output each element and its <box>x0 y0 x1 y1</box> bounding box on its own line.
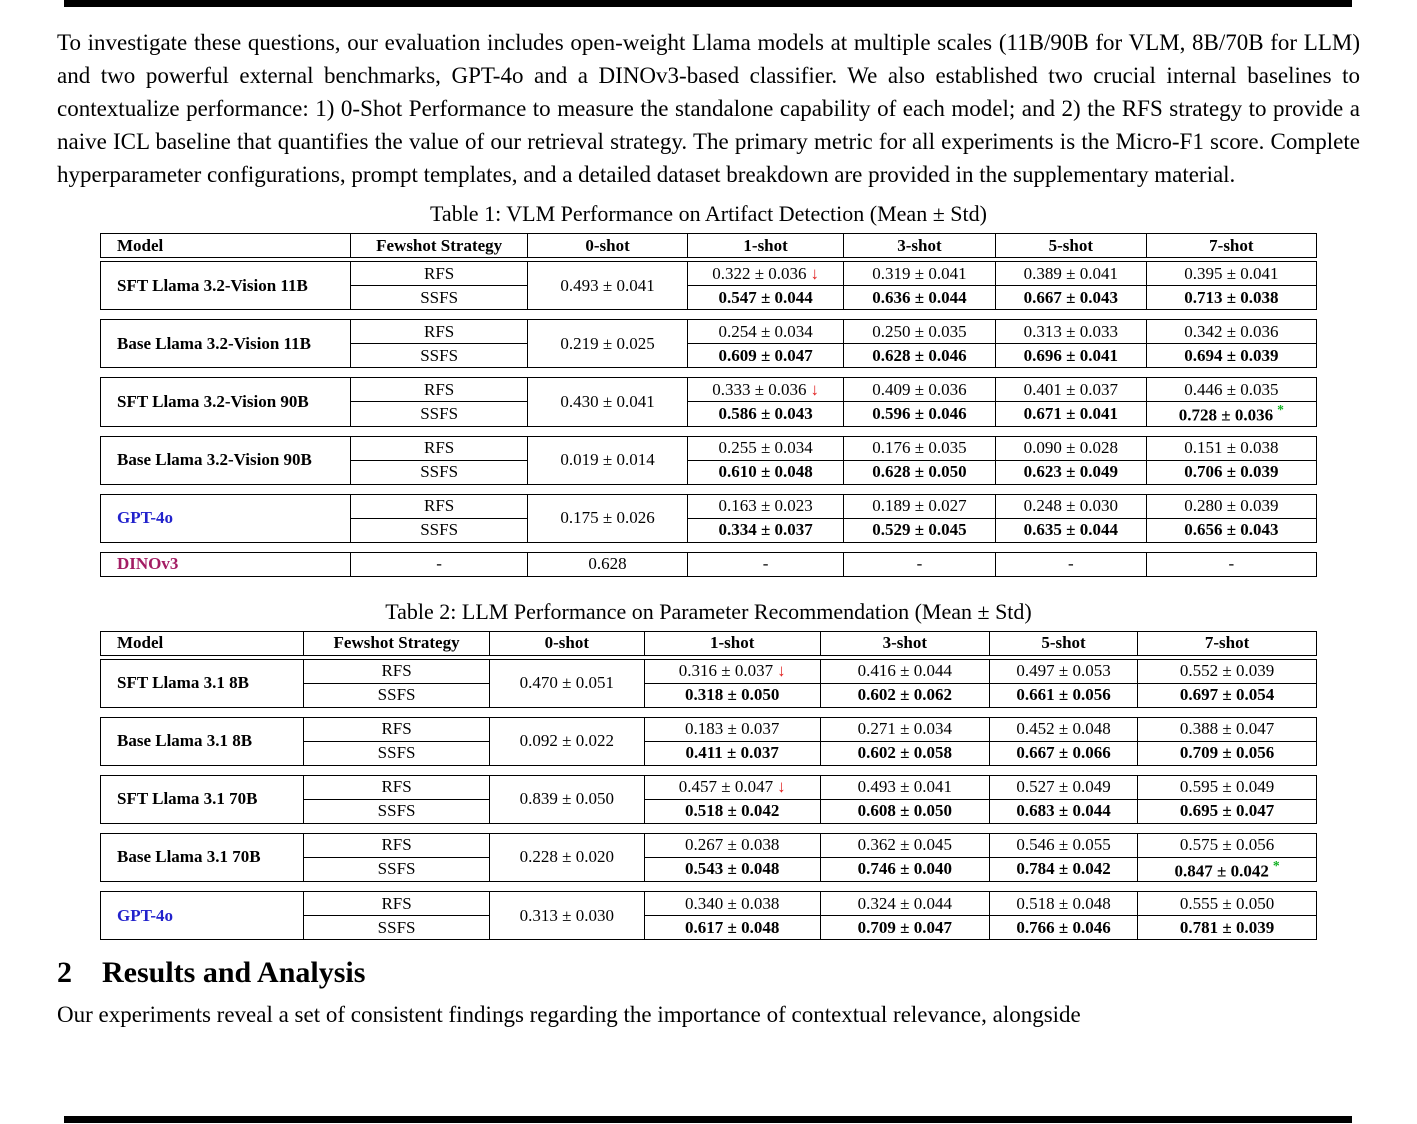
strategy-label: SSFS <box>304 799 490 823</box>
metric-value: 0.784 ± 0.042 <box>1016 859 1111 879</box>
column-header: 5-shot <box>995 234 1146 258</box>
metric-value: 0.847 ± 0.042 <box>1174 861 1269 881</box>
metric-value: 0.313 ± 0.033 <box>1023 321 1118 341</box>
model-name: Base Llama 3.2-Vision 11B <box>101 320 351 368</box>
metric-value: 0.254 ± 0.034 <box>718 321 813 341</box>
result-cell <box>995 436 1146 460</box>
strategy-label: - <box>351 552 527 576</box>
result-cell <box>843 552 995 576</box>
metric-value: 0.395 ± 0.041 <box>1184 263 1279 283</box>
clipped-text-top-bar <box>64 0 1352 7</box>
strategy-label: RFS <box>304 775 490 799</box>
model-name: SFT Llama 3.2-Vision 11B <box>101 262 351 310</box>
result-cell <box>688 262 844 286</box>
metric-value: 0.746 ± 0.040 <box>857 859 953 879</box>
result-cell <box>688 518 844 542</box>
result-cell <box>1138 741 1317 765</box>
table2-caption: Table 2: LLM Performance on Parameter Recommendation (Mean ± Std) <box>385 598 1032 624</box>
metric-value: 0.446 ± 0.035 <box>1184 379 1279 399</box>
result-cell <box>843 286 995 310</box>
metric-value: 0.547 ± 0.044 <box>718 287 813 307</box>
metric-value: 0.318 ± 0.050 <box>685 685 780 705</box>
result-cell <box>995 320 1146 344</box>
metric-value: 0.697 ± 0.054 <box>1179 685 1275 705</box>
zero-shot-value: 0.092 ± 0.022 <box>490 717 644 765</box>
strategy-label: RFS <box>304 833 490 857</box>
metric-value: - <box>1067 554 1074 574</box>
result-cell <box>644 717 820 741</box>
metric-value: - <box>916 554 923 574</box>
strategy-label: RFS <box>304 717 490 741</box>
result-cell <box>989 659 1137 683</box>
result-cell <box>1138 857 1317 882</box>
result-cell <box>1138 775 1317 799</box>
model-group <box>100 436 1317 485</box>
result-cell <box>644 741 820 765</box>
strategy-label: SSFS <box>351 344 527 368</box>
metric-value: 0.189 ± 0.027 <box>872 496 967 516</box>
metric-value: 0.340 ± 0.038 <box>685 893 780 913</box>
result-cell <box>1146 286 1316 310</box>
metric-value: 0.267 ± 0.038 <box>685 835 780 855</box>
model-name: SFT Llama 3.1 70B <box>101 775 304 823</box>
star-icon: * <box>1277 402 1284 417</box>
metric-value: 0.696 ± 0.041 <box>1023 345 1118 365</box>
metric-value: 0.316 ± 0.037 <box>678 661 774 681</box>
result-cell <box>989 799 1137 823</box>
metric-value: 0.575 ± 0.056 <box>1179 835 1275 855</box>
zero-shot-value: 0.470 ± 0.051 <box>490 659 644 707</box>
metric-value: 0.319 ± 0.041 <box>872 263 967 283</box>
strategy-label: RFS <box>351 320 527 344</box>
metric-value: 0.457 ± 0.047 <box>678 777 774 797</box>
table2-header-row <box>100 631 1317 656</box>
strategy-label: SSFS <box>351 460 527 484</box>
result-cell <box>989 916 1137 940</box>
result-cell <box>820 775 989 799</box>
model-group <box>100 319 1317 368</box>
metric-value: 0.706 ± 0.039 <box>1184 462 1279 482</box>
result-cell <box>989 741 1137 765</box>
column-header: 1-shot <box>688 234 844 258</box>
zero-shot-value: 0.219 ± 0.025 <box>527 320 688 368</box>
result-cell <box>843 460 995 484</box>
strategy-label: SSFS <box>351 518 527 542</box>
result-cell <box>688 402 844 427</box>
model-name: SFT Llama 3.2-Vision 90B <box>101 378 351 427</box>
zero-shot-value: 0.019 ± 0.014 <box>527 436 688 484</box>
strategy-label: RFS <box>351 262 527 286</box>
result-cell <box>1146 436 1316 460</box>
down-arrow-icon: ↓ <box>777 661 786 681</box>
metric-value: 0.628 ± 0.050 <box>872 462 967 482</box>
column-header: 0-shot <box>527 234 688 258</box>
metric-value: 0.661 ± 0.056 <box>1016 685 1111 705</box>
result-cell <box>1146 460 1316 484</box>
result-cell <box>843 436 995 460</box>
result-cell <box>820 799 989 823</box>
model-group <box>100 775 1317 824</box>
model-group <box>100 494 1317 543</box>
metric-value: 0.555 ± 0.050 <box>1179 893 1275 913</box>
metric-value: 0.280 ± 0.039 <box>1184 496 1279 516</box>
result-cell <box>820 916 989 940</box>
model-name: GPT-4o <box>101 494 351 542</box>
metric-value: 0.409 ± 0.036 <box>872 379 967 399</box>
result-cell <box>995 552 1146 576</box>
metric-value: 0.362 ± 0.045 <box>857 835 953 855</box>
result-cell <box>688 320 844 344</box>
model-group <box>100 377 1317 427</box>
strategy-label: SSFS <box>304 857 490 882</box>
result-cell <box>989 683 1137 707</box>
result-cell <box>995 518 1146 542</box>
metric-value: 0.667 ± 0.066 <box>1016 743 1111 763</box>
result-cell <box>644 659 820 683</box>
result-cell <box>644 775 820 799</box>
strategy-label: RFS <box>304 892 490 916</box>
result-cell <box>820 717 989 741</box>
metric-value: 0.628 ± 0.046 <box>872 345 967 365</box>
metric-value: 0.543 ± 0.048 <box>685 859 780 879</box>
down-arrow-icon: ↓ <box>810 379 820 399</box>
metric-value: 0.151 ± 0.038 <box>1184 438 1279 458</box>
result-cell <box>843 402 995 427</box>
column-header: Fewshot Strategy <box>351 234 527 258</box>
vlm-results-table <box>100 233 1317 577</box>
result-cell <box>1146 320 1316 344</box>
model-group <box>100 717 1317 766</box>
column-header: 7-shot <box>1146 234 1316 258</box>
metric-value: 0.636 ± 0.044 <box>872 287 967 307</box>
column-header: Model <box>101 631 304 655</box>
metric-value: 0.617 ± 0.048 <box>685 917 780 937</box>
result-cell <box>1138 833 1317 857</box>
result-cell <box>1146 378 1316 402</box>
metric-value: 0.695 ± 0.047 <box>1179 801 1275 821</box>
down-arrow-icon: ↓ <box>810 263 820 283</box>
metric-value: 0.656 ± 0.043 <box>1184 520 1279 540</box>
metric-value: 0.416 ± 0.044 <box>857 661 953 681</box>
metric-value: 0.518 ± 0.042 <box>685 801 780 821</box>
metric-value: 0.163 ± 0.023 <box>718 496 813 516</box>
result-cell <box>644 916 820 940</box>
zero-shot-value: 0.228 ± 0.020 <box>490 833 644 882</box>
result-cell <box>820 659 989 683</box>
column-header: 3-shot <box>843 234 995 258</box>
table1-header-row <box>100 233 1317 258</box>
metric-value: 0.609 ± 0.047 <box>718 345 813 365</box>
result-cell <box>688 436 844 460</box>
result-cell <box>688 378 844 402</box>
metric-value: 0.602 ± 0.058 <box>857 743 953 763</box>
zero-shot-value: 0.628 <box>527 552 688 576</box>
metric-value: 0.709 ± 0.047 <box>857 917 953 937</box>
metric-value: 0.610 ± 0.048 <box>718 462 813 482</box>
metric-value: 0.527 ± 0.049 <box>1016 777 1111 797</box>
model-group <box>100 261 1317 310</box>
down-arrow-icon: ↓ <box>777 777 786 797</box>
strategy-label: RFS <box>351 494 527 518</box>
result-cell <box>843 262 995 286</box>
model-group <box>100 552 1317 577</box>
result-cell <box>989 857 1137 882</box>
metric-value: 0.596 ± 0.046 <box>872 403 967 423</box>
result-cell <box>1138 892 1317 916</box>
metric-value: 0.608 ± 0.050 <box>857 801 953 821</box>
model-group <box>100 833 1317 883</box>
metric-value: 0.694 ± 0.039 <box>1184 345 1279 365</box>
result-cell <box>995 460 1146 484</box>
metric-value: 0.683 ± 0.044 <box>1016 801 1111 821</box>
metric-value: 0.322 ± 0.036 <box>712 263 807 283</box>
model-group <box>100 891 1317 940</box>
metric-value: 0.546 ± 0.055 <box>1016 835 1111 855</box>
result-cell <box>843 518 995 542</box>
strategy-label: RFS <box>351 378 527 402</box>
metric-value: 0.411 ± 0.037 <box>685 743 779 763</box>
result-cell <box>995 494 1146 518</box>
strategy-label: SSFS <box>351 286 527 310</box>
column-header: Model <box>101 234 351 258</box>
metric-value: 0.452 ± 0.048 <box>1016 719 1111 739</box>
metric-value: 0.248 ± 0.030 <box>1023 496 1118 516</box>
result-cell <box>688 286 844 310</box>
result-cell <box>989 717 1137 741</box>
result-cell <box>989 775 1137 799</box>
model-name: DINOv3 <box>101 552 351 576</box>
metric-value: 0.671 ± 0.041 <box>1023 403 1118 423</box>
result-cell <box>1138 659 1317 683</box>
metric-value: - <box>762 554 769 574</box>
result-cell <box>644 833 820 857</box>
metric-value: 0.250 ± 0.035 <box>872 321 967 341</box>
metric-value: 0.713 ± 0.038 <box>1184 287 1279 307</box>
metric-value: 0.389 ± 0.041 <box>1023 263 1118 283</box>
metric-value: 0.334 ± 0.037 <box>718 520 813 540</box>
result-cell <box>843 344 995 368</box>
column-header: 1-shot <box>644 631 820 655</box>
result-cell <box>843 320 995 344</box>
result-cell <box>820 892 989 916</box>
zero-shot-value: 0.493 ± 0.041 <box>527 262 688 310</box>
metric-value: 0.781 ± 0.039 <box>1179 917 1275 937</box>
metric-value: 0.766 ± 0.046 <box>1016 917 1111 937</box>
model-name: Base Llama 3.1 70B <box>101 833 304 882</box>
result-cell <box>1146 552 1316 576</box>
metric-value: 0.271 ± 0.034 <box>857 719 953 739</box>
result-cell <box>995 286 1146 310</box>
column-header: 3-shot <box>820 631 989 655</box>
zero-shot-value: 0.175 ± 0.026 <box>527 494 688 542</box>
model-group <box>100 659 1317 708</box>
metric-value: 0.333 ± 0.036 <box>712 379 807 399</box>
metric-value: 0.586 ± 0.043 <box>718 403 813 423</box>
intro-paragraph: To investigate these questions, our evaluation includes open-weight Llama models at multiple scales (11B/90B for VLM, 8B/70B for LLM) and two powerful external benchmarks, GPT-4o and a DINOv3-based classifier. We also established two crucial internal baselines to contextualize performance: 1) 0-Shot Performance to measure the standalone capability of each model; and 2) the RFS strategy to provide a naive ICL baseline that quantifies the value of our retrieval strategy. The primary metric for all experiments is the Micro-F1 score. Complete hyperparameter configurations, prompt templates, and a detailed dataset breakdown are provided in the supplementary material. <box>57 30 1360 187</box>
zero-shot-value: 0.839 ± 0.050 <box>490 775 644 823</box>
metric-value: 0.667 ± 0.043 <box>1023 287 1118 307</box>
strategy-label: SSFS <box>304 683 490 707</box>
metric-value: 0.090 ± 0.028 <box>1023 438 1118 458</box>
metric-value: 0.728 ± 0.036 <box>1178 405 1274 425</box>
result-cell <box>995 262 1146 286</box>
model-name: Base Llama 3.1 8B <box>101 717 304 765</box>
strategy-label: SSFS <box>304 916 490 940</box>
result-cell <box>989 833 1137 857</box>
result-cell <box>1138 683 1317 707</box>
section-heading <box>57 956 1360 990</box>
section-number: 2 <box>57 956 72 990</box>
strategy-label: SSFS <box>351 402 527 427</box>
metric-value: 0.635 ± 0.044 <box>1023 520 1118 540</box>
result-cell <box>1146 518 1316 542</box>
star-icon: * <box>1272 857 1280 873</box>
metric-value: 0.518 ± 0.048 <box>1016 893 1111 913</box>
result-cell <box>688 460 844 484</box>
metric-value: 0.602 ± 0.062 <box>857 685 953 705</box>
result-cell <box>820 683 989 707</box>
zero-shot-value: 0.313 ± 0.030 <box>490 892 644 940</box>
result-cell <box>688 494 844 518</box>
model-name: GPT-4o <box>101 892 304 940</box>
result-cell <box>644 683 820 707</box>
metric-value: 0.183 ± 0.037 <box>685 719 780 739</box>
result-cell <box>1146 262 1316 286</box>
metric-value: 0.497 ± 0.053 <box>1016 661 1111 681</box>
metric-value: 0.623 ± 0.049 <box>1023 462 1118 482</box>
result-cell <box>688 344 844 368</box>
metric-value: 0.342 ± 0.036 <box>1184 321 1279 341</box>
result-cell <box>843 494 995 518</box>
result-cell <box>1138 799 1317 823</box>
outro-paragraph: Our experiments reveal a set of consistent findings regarding the importance of contextual relevance, alongside <box>57 1002 1081 1028</box>
result-cell <box>995 402 1146 427</box>
metric-value: - <box>1228 554 1235 574</box>
model-name: SFT Llama 3.1 8B <box>101 659 304 707</box>
result-cell <box>995 378 1146 402</box>
metric-value: 0.493 ± 0.041 <box>857 777 953 797</box>
metric-value: 0.401 ± 0.037 <box>1023 379 1118 399</box>
result-cell <box>644 892 820 916</box>
result-cell <box>1146 344 1316 368</box>
metric-value: 0.388 ± 0.047 <box>1179 719 1275 739</box>
strategy-label: RFS <box>304 659 490 683</box>
strategy-label: SSFS <box>304 741 490 765</box>
result-cell <box>1146 402 1316 427</box>
metric-value: 0.595 ± 0.049 <box>1179 777 1275 797</box>
metric-value: 0.255 ± 0.034 <box>718 438 813 458</box>
column-header: 5-shot <box>989 631 1137 655</box>
clipped-text-bottom-bar <box>64 1116 1352 1123</box>
model-name: Base Llama 3.2-Vision 90B <box>101 436 351 484</box>
result-cell <box>688 552 844 576</box>
result-cell <box>1146 494 1316 518</box>
section-title: Results and Analysis <box>102 956 366 990</box>
result-cell <box>644 857 820 882</box>
column-header: 7-shot <box>1138 631 1317 655</box>
column-header: 0-shot <box>490 631 644 655</box>
metric-value: 0.176 ± 0.035 <box>872 438 967 458</box>
result-cell <box>995 344 1146 368</box>
strategy-label: RFS <box>351 436 527 460</box>
metric-value: 0.324 ± 0.044 <box>857 893 953 913</box>
zero-shot-value: 0.430 ± 0.041 <box>527 378 688 427</box>
table1-caption: Table 1: VLM Performance on Artifact Detection (Mean ± Std) <box>430 201 987 226</box>
metric-value: 0.552 ± 0.039 <box>1179 661 1275 681</box>
metric-value: 0.709 ± 0.056 <box>1179 743 1275 763</box>
result-cell <box>989 892 1137 916</box>
result-cell <box>820 833 989 857</box>
result-cell <box>843 378 995 402</box>
result-cell <box>1138 717 1317 741</box>
llm-results-table <box>100 631 1317 941</box>
result-cell <box>1138 916 1317 940</box>
result-cell <box>644 799 820 823</box>
result-cell <box>820 857 989 882</box>
column-header: Fewshot Strategy <box>304 631 490 655</box>
result-cell <box>820 741 989 765</box>
metric-value: 0.529 ± 0.045 <box>872 520 967 540</box>
